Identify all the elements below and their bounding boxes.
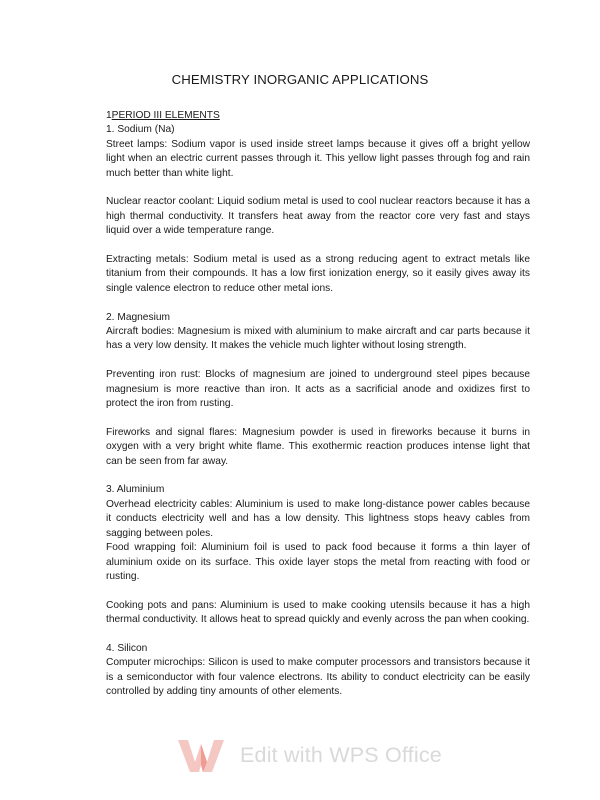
sodium-paragraph-reactor-coolant: Nuclear reactor coolant: Liquid sodium metal is used to cool nuclear reactors because it has a high thermal conductivity. It transfers heat away from the reactor core very fast and stays liquid over a wide temperature range. — [106, 196, 530, 237]
sodium-paragraph-extracting-metals: Extracting metals: Sodium metal is used as a strong reducing agent to extract metals like titanium from their compounds. It has a low first ionization energy, so it easily gives away its single valence electron to reduce other metal ions. — [106, 254, 530, 294]
section-number: 1 — [106, 110, 112, 121]
silicon-heading: 4. Silicon — [106, 642, 148, 654]
wps-office-logo-icon — [176, 736, 226, 774]
magnesium-paragraph-fireworks: Fireworks and signal flares: Magnesium powder is used in fireworks because it burns in oxygen with a very bright white flame. This exothermic reaction produces intense light that can be seen from far away. — [106, 426, 530, 467]
silicon-paragraph-microchips: Computer microchips: Silicon is used to make computer processors and transistors because it is a semiconductor with four valence electrons. Its ability to conduct electricity can be easily controlled by adding tiny amounts of other elements. — [106, 657, 530, 698]
aluminium-paragraph-cooking: Cooking pots and pans: Aluminium is used to make cooking utensils because it has a high thermal conductivity. It allows heat to spread quickly and evenly across the pan when cooking. — [106, 599, 530, 626]
section-title: PERIOD III ELEMENTS — [111, 110, 220, 121]
sodium-paragraph-street-lamps: Street lamps: Sodium vapor is used inside street lamps because it gives off a bright yellow light when an electric current passes through it. This yellow light passes through fog and rain much better than white light. — [106, 138, 530, 179]
aluminium-paragraph-foil: Food wrapping foil: Aluminium foil is used to pack food because it forms a thin layer of aluminium oxide on its surface. This oxide layer stops the metal from reacting with food or rusting. — [106, 542, 530, 582]
sodium-heading: 1. Sodium (Na) — [106, 124, 175, 136]
magnesium-paragraph-aircraft: Aircraft bodies: Magnesium is mixed with aluminium to make aircraft and car parts because it has a very low density. It makes the vehicle much lighter without losing strength. — [106, 326, 530, 352]
section-heading — [106, 109, 530, 123]
aluminium-paragraph-cables: Overhead electricity cables: Aluminium is used to make long-distance power cables because it conducts electricity well and has a low density. This lightness stops heavy cables from sagging between poles. — [106, 498, 530, 539]
document-body — [106, 109, 530, 700]
magnesium-heading: 2. Magnesium — [106, 311, 170, 323]
watermark-text: Edit with WPS Office — [240, 742, 442, 767]
aluminium-heading: 3. Aluminium — [106, 484, 165, 496]
magnesium-paragraph-rust: Preventing iron rust: Blocks of magnesium are joined to underground steel pipes because magnesium is more reactive than iron. It acts as a sacrificial anode and oxidizes first to protect the iron from rusting. — [106, 369, 530, 410]
page-title: CHEMISTRY INORGANIC APPLICATIONS — [171, 72, 429, 87]
wps-watermark[interactable] — [176, 736, 446, 774]
